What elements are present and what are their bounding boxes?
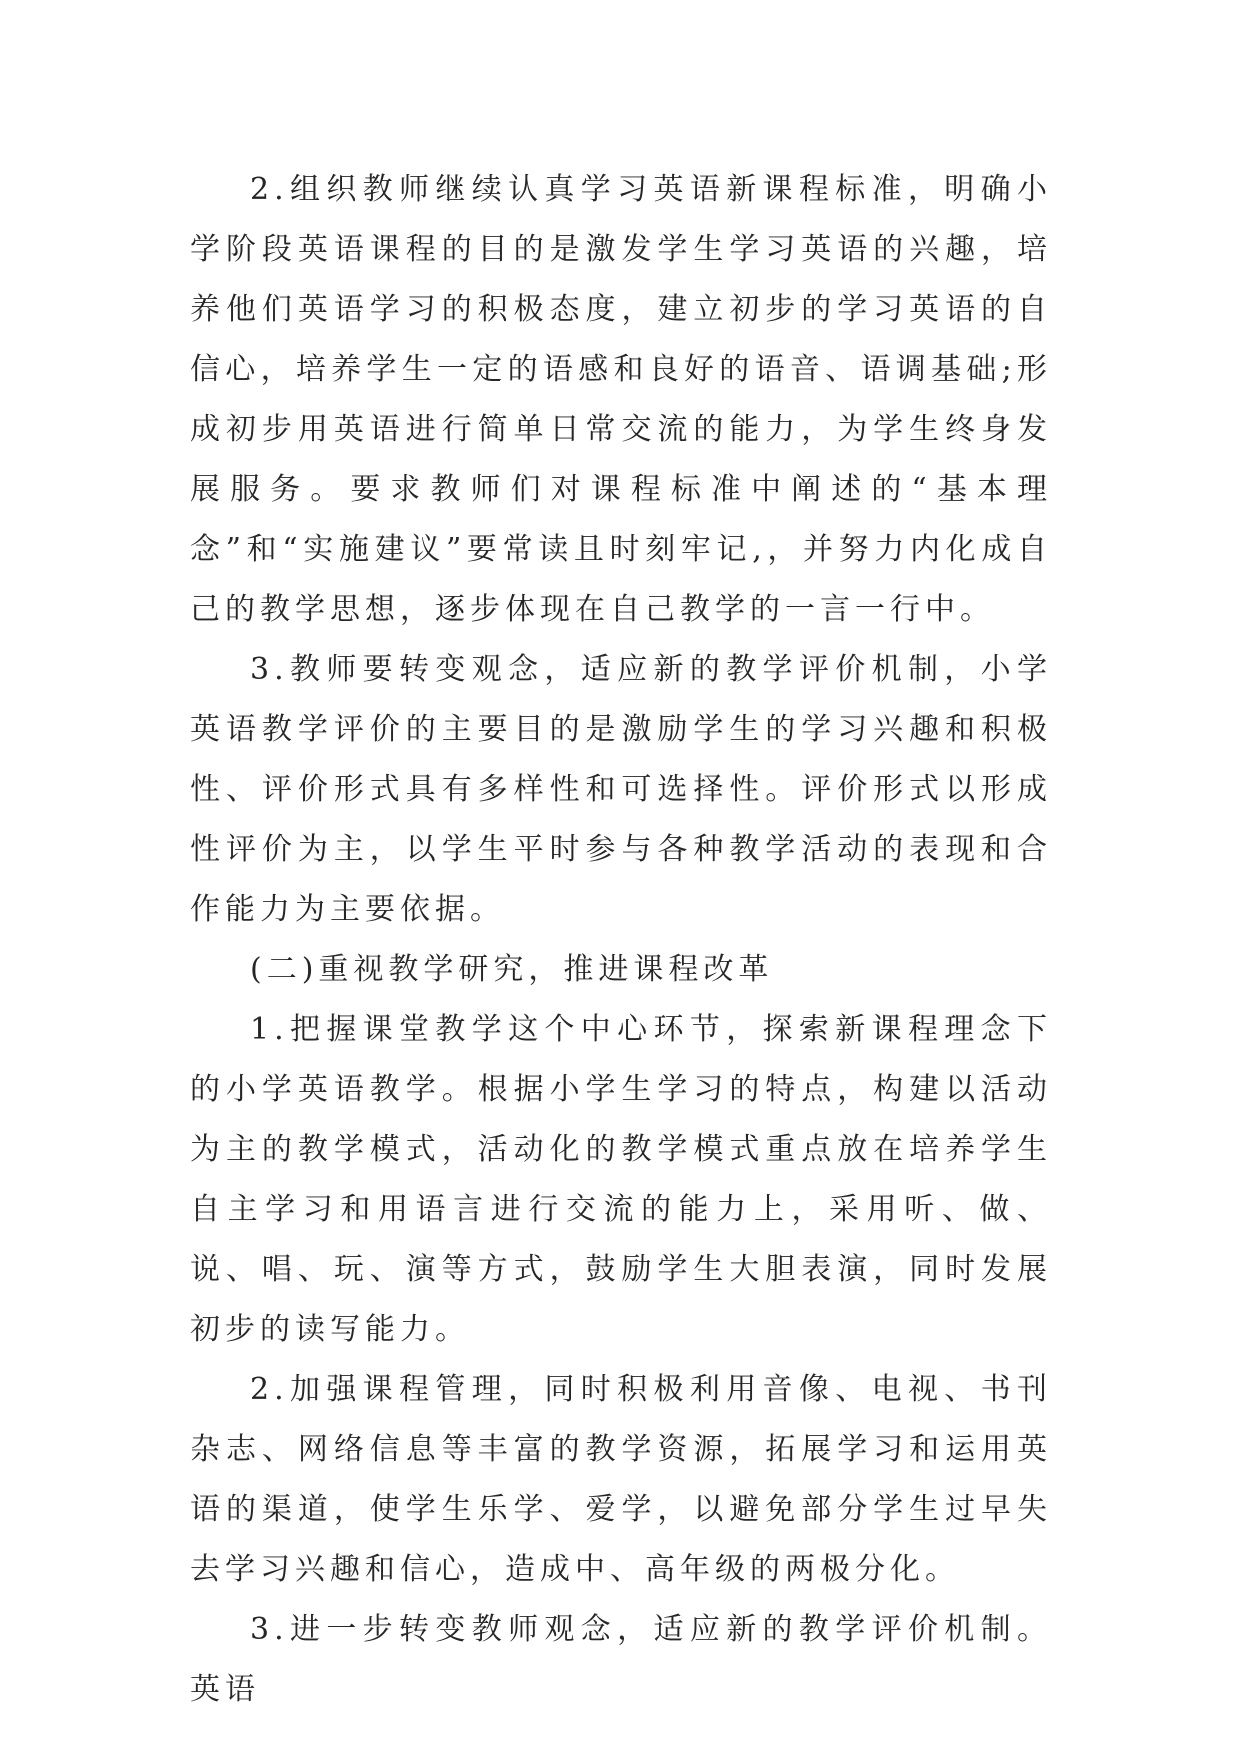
paragraph-teacher-concept: 3.进一步转变教师观念，适应新的教学评价机制。英语 bbox=[190, 1612, 1052, 1707]
paragraph-study-curriculum-standard: 2.组织教师继续认真学习英语新课程标准，明确小学阶段英语课程的目的是激发学生学习英语的兴趣，培养他们英语学习的积极态度，建立初步的学习英语的自信心，培养学生一定的语感和良好的语音、语调基础;形成初步用英语进行简单日常交流的能力，为学生终身发展服务。要求教师们对课程标准中阐述的“基本理念”和“实施建议”要常读且时刻牢记,，并努力内化成自己的教学思想，逐步体现在自己教学的一言一行中。 bbox=[190, 172, 1052, 627]
paragraph-curriculum-management: 2.加强课程管理，同时积极利用音像、电视、书刊杂志、网络信息等丰富的教学资源，拓展学习和运用英语的渠道，使学生乐学、爱学，以避免部分学生过早失去学习兴趣和信心，造成中、高年级的两极分化。 bbox=[190, 1372, 1052, 1587]
document-body bbox=[190, 160, 1052, 1720]
paragraph-evaluation-mechanism: 3.教师要转变观念，适应新的教学评价机制，小学英语教学评价的主要目的是激励学生的学习兴趣和积极性、评价形式具有多样性和可选择性。评价形式以形成性评价为主，以学生平时参与各种教学活动的表现和合作能力为主要依据。 bbox=[190, 652, 1052, 927]
paragraph-classroom-teaching: 1.把握课堂教学这个中心环节，探索新课程理念下的小学英语教学。根据小学生学习的特点，构建以活动为主的教学模式，活动化的教学模式重点放在培养学生自主学习和用语言进行交流的能力上，采用听、做、说、唱、玩、演等方式，鼓励学生大胆表演，同时发展初步的读写能力。 bbox=[190, 1012, 1052, 1347]
section-heading-teaching-research: (二)重视教学研究，推进课程改革 bbox=[250, 952, 774, 987]
